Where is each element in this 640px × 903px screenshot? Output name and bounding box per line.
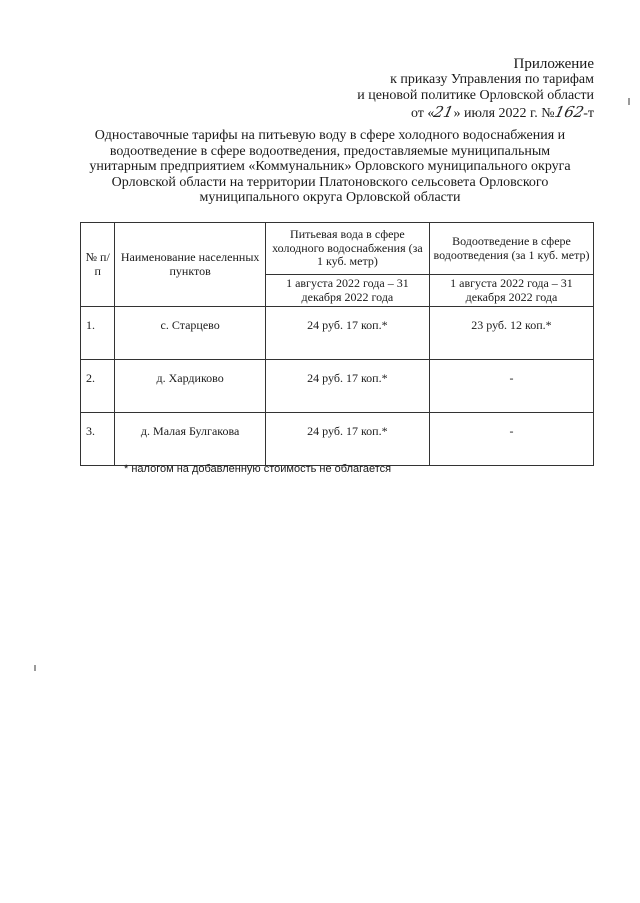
header-settlement: Наименование населенных пунктов: [115, 223, 265, 307]
row-number: 1.: [81, 307, 115, 360]
order-date-line: [357, 104, 594, 122]
water-tariff: 24 руб. 17 коп.*: [265, 307, 429, 360]
drainage-tariff: -: [429, 360, 593, 413]
scan-mark: [34, 665, 36, 671]
water-tariff: 24 руб. 17 коп.*: [265, 360, 429, 413]
settlement-name: д. Хардиково: [115, 360, 265, 413]
drainage-tariff: -: [429, 413, 593, 466]
table-row: [81, 360, 594, 413]
date-prefix: от «: [410, 106, 435, 121]
handwritten-day: 21: [432, 103, 456, 121]
order-authority: и ценовой политике Орловской области: [357, 88, 594, 103]
appendix-header: [357, 56, 594, 122]
settlement-name: д. Малая Булгакова: [115, 413, 265, 466]
table-header-row: [81, 223, 594, 275]
row-number: 2.: [81, 360, 115, 413]
order-suffix: -т: [583, 106, 594, 121]
document-title: Одноставочные тарифы на питьевую воду в сфере холодного водоснабжения и водоотведение в сфере водоотведения, предоставляемые муниципальным унитарным предприятием «Коммунальник» Орловского муниципального округа Орловской области на территории Платоновского сельсовета Орловского муниципального округа Орловской области: [89, 128, 571, 205]
footnote: * налогом на добавленную стоимость не облагается: [124, 463, 392, 475]
table-row: [81, 307, 594, 360]
header-water: Питьевая вода в сфере холодного водоснабжения (за 1 куб. метр): [265, 223, 429, 275]
scan-mark: [628, 98, 630, 105]
header-drainage: Водоотведение в сфере водоотведения (за 1 куб. метр): [429, 223, 593, 275]
row-number: 3.: [81, 413, 115, 466]
order-reference: к приказу Управления по тарифам: [390, 72, 594, 87]
header-number: № п/п: [81, 223, 115, 307]
settlement-name: с. Старцево: [115, 307, 265, 360]
period-water: 1 августа 2022 года – 31 декабря 2022 года: [265, 275, 429, 307]
date-month-year: » июля 2022 г. №: [453, 106, 555, 121]
tariff-table: [80, 222, 594, 466]
water-tariff: 24 руб. 17 коп.*: [265, 413, 429, 466]
drainage-tariff: 23 руб. 12 коп.*: [429, 307, 593, 360]
appendix-title: Приложение: [513, 56, 594, 72]
table-row: [81, 413, 594, 466]
handwritten-order-number: 162: [552, 103, 586, 121]
period-drainage: 1 августа 2022 года – 31 декабря 2022 года: [429, 275, 593, 307]
